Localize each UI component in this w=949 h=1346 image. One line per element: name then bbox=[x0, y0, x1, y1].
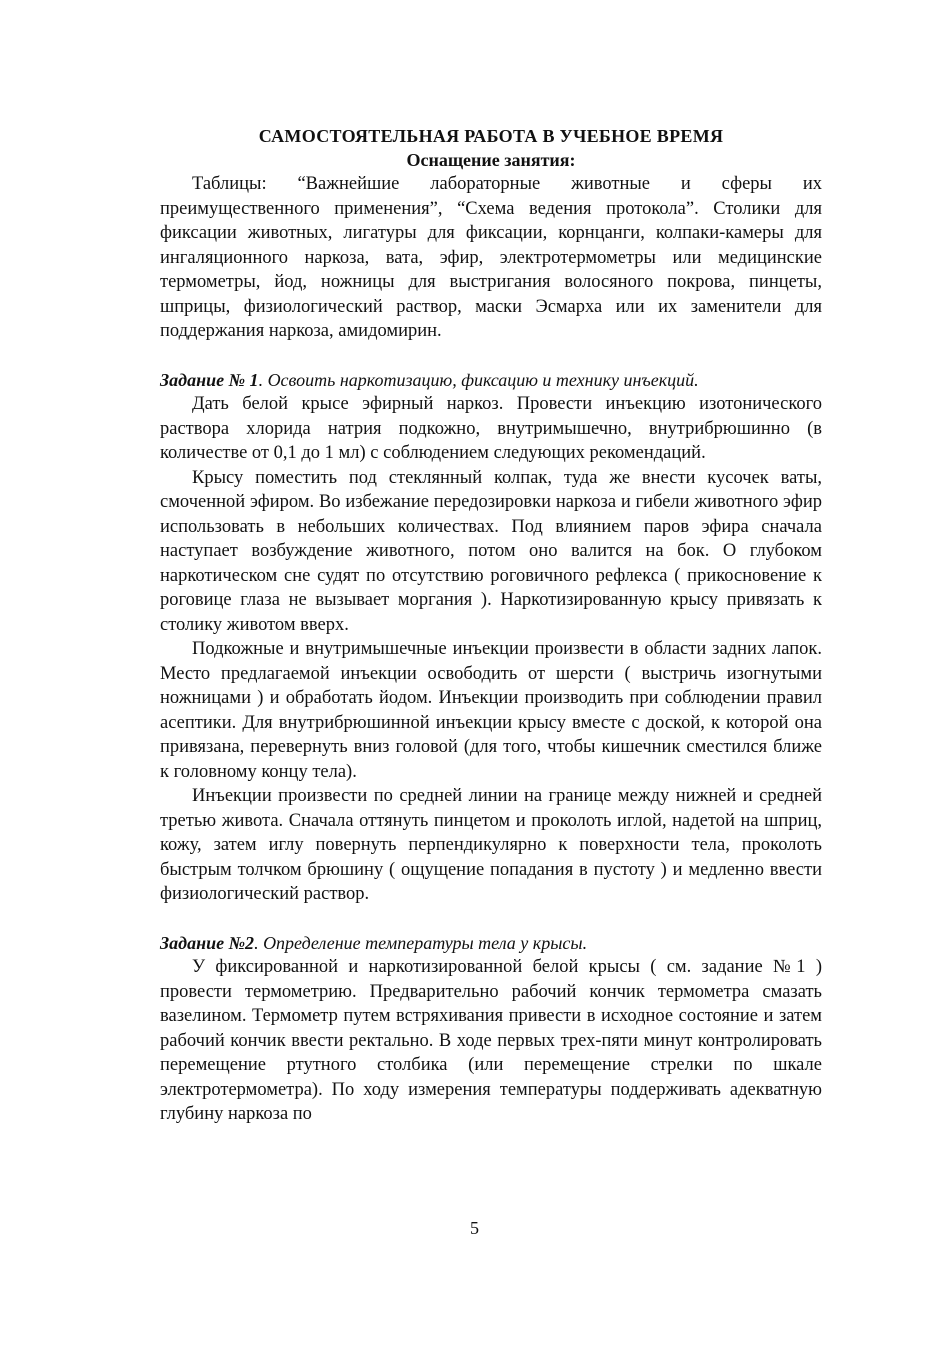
task-1-heading bbox=[160, 368, 822, 393]
section-title: САМОСТОЯТЕЛЬНАЯ РАБОТА В УЧЕБНОЕ ВРЕМЯ bbox=[258, 126, 724, 146]
task-2-paragraph: У фиксированной и наркотизированной белой крысы ( см. задание №1 ) провести термометрию. Предварительно рабочий кончик термометра смазать вазелином. Термометр путем встряхивания привести в исходное состояние и затем рабочий кончик ввести ректально. В ходе первых трех-пяти минут контролировать перемещение ртутного столбика (или перемещение стрелки по шкале электротермометра). По ходу измерения температуры поддерживать адекватную глубину наркоза по bbox=[160, 957, 822, 1124]
task-1-label: Задание № 1 bbox=[160, 369, 259, 390]
task-2-title: . Определение температуры тела у крысы. bbox=[254, 932, 588, 953]
task-1-paragraph: Крысу поместить под стеклянный колпак, туда же внести кусочек ваты, смоченной эфиром. Во избежание передозировки наркоза и гибели животного эфир использовать в небольших количествах. Под влиянием паров эфира сначала наступает возбуждение животного, потом оно валится на бок. О глубоком наркотическом сне судят по отсутствию роговичного рефлекса ( прикосновение к роговице глаза не вызывает моргания ). Наркотизированную крысу привязать к столику животом вверх. bbox=[160, 467, 822, 635]
task-1-paragraph: Инъекции произвести по средней линии на границе между нижней и средней третью живота. Сначала оттянуть пинцетом и проколоть иглой, надетой на шприц, кожу, затем иглу повернуть перпендикулярно к поверхности тела, проколоть быстрым толчком брюшину ( ощущение попадания в пустоту ) и медленно ввести физиологический раствор. bbox=[160, 786, 822, 904]
equipment-paragraph: Таблицы: “Важнейшие лабораторные животные и сферы их преимущественного применения”, “Схема ведения протокола”. Столики для фиксации животных, лигатуры для фиксации, корнцанги, колпаки-камеры для ингаляционного наркоза, вата, эфир, электротермометры или медицинские термометры, йод, ножницы для выстригания волосяного покрова, пинцеты, шприцы, физиологический раствор, маски Эсмарха или их заменители для поддержания наркоза, амидомирин. bbox=[160, 174, 822, 341]
page-number: 5 bbox=[470, 1218, 479, 1238]
document-page bbox=[160, 124, 822, 1127]
task-2-heading bbox=[160, 931, 822, 956]
task-2-label: Задание №2 bbox=[160, 932, 255, 953]
task-1-paragraph: Дать белой крысе эфирный наркоз. Провести инъекцию изотонического раствора хлорида натрия подкожно, внутримышечно, внутрибрюшинно (в количестве от 0,1 до 1 мл) с соблюдением следующих рекомендаций. bbox=[160, 394, 822, 463]
task-1-paragraph: Подкожные и внутримышечные инъекции произвести в области задних лапок. Место предлагаемой инъекции освободить от шерсти ( выстричь изогнутыми ножницами ) и обработать йодом. Инъекции производить при соблюдении правил асептики. Для внутрибрюшинной инъекции крысу вместе с доской, к которой она привязана, перевернуть вниз головой (для того, чтобы кишечник сместился ближе к головному концу тела). bbox=[160, 639, 822, 782]
equipment-heading: Оснащение занятия: bbox=[406, 150, 576, 170]
task-1-title: . Освоить наркотизацию, фиксацию и технику инъекций. bbox=[258, 369, 699, 390]
